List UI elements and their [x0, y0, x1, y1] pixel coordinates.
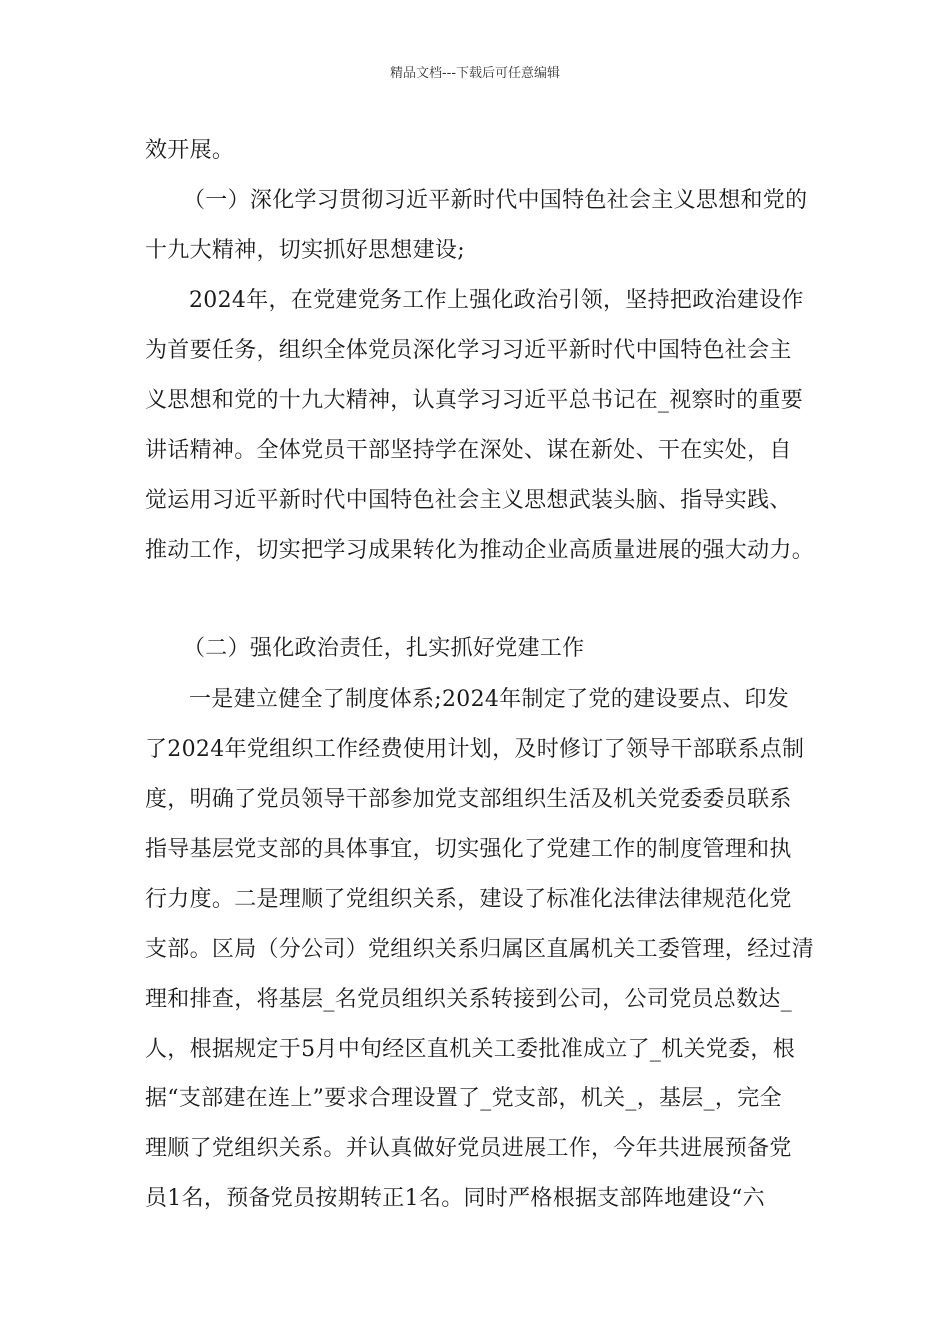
text-line: 2024年，在党建党务工作上强化政治引领，坚持把政治建设作 — [189, 288, 804, 313]
text-line: 觉运用习近平新时代中国特色社会主义思想武装头脑、指导实践、 — [145, 488, 792, 513]
text-line: 支部。区局（分公司）党组织关系归属区直属机关工委管理，经过清 — [145, 937, 815, 962]
section-heading: （一）深化学习贯彻习近平新时代中国特色社会主义思想和党的 — [183, 188, 808, 213]
text-line: 度，明确了党员领导干部参加党支部组织生活及机关党委委员联系 — [145, 787, 792, 812]
text-line: 义思想和党的十九大精神，认真学习习近平总书记在_视察时的重要 — [145, 388, 804, 413]
text-line: 行力度。二是理顺了党组织关系，建设了标准化法律法律规范化党 — [145, 887, 792, 912]
text-line: 理顺了党组织关系。并认真做好党员进展工作，今年共进展预备党 — [145, 1136, 792, 1161]
text-line: 十九大精神，切实抓好思想建设; — [145, 238, 465, 263]
text-line: 效开展。 — [145, 138, 235, 163]
text-line: 一是建立健全了制度体系;2024年制定了党的建设要点、印发 — [189, 687, 790, 712]
page-header: 精品文档---下载后可任意编辑 — [389, 66, 561, 81]
text-line: 了2024年党组织工作经费使用计划，及时修订了领导干部联系点制 — [145, 737, 805, 762]
text-line: 理和排查，将基层_名党员组织关系转接到公司，公司党员总数达_ — [145, 987, 793, 1012]
text-line: 推动工作，切实把学习成果转化为推动企业高质量进展的强大动力。 — [145, 538, 815, 563]
text-line: 据“支部建在连上”要求合理设置了_党支部，机关_，基层_，完全 — [145, 1086, 782, 1111]
text-line: 指导基层党支部的具体事宜，切实强化了党建工作的制度管理和执 — [145, 837, 792, 862]
text-line: 人，根据规定于5月中旬经区直机关工委批准成立了_机关党委，根 — [145, 1037, 795, 1062]
section-heading: （二）强化政治责任，扎实抓好党建工作 — [183, 636, 585, 661]
text-line: 员1名，预备党员按期转正1名。同时严格根据支部阵地建设“六 — [145, 1186, 765, 1211]
text-line: 讲话精神。全体党员干部坚持学在深处、谋在新处、干在实处，自 — [145, 438, 792, 463]
text-line: 为首要任务，组织全体党员深化学习习近平新时代中国特色社会主 — [145, 338, 792, 363]
